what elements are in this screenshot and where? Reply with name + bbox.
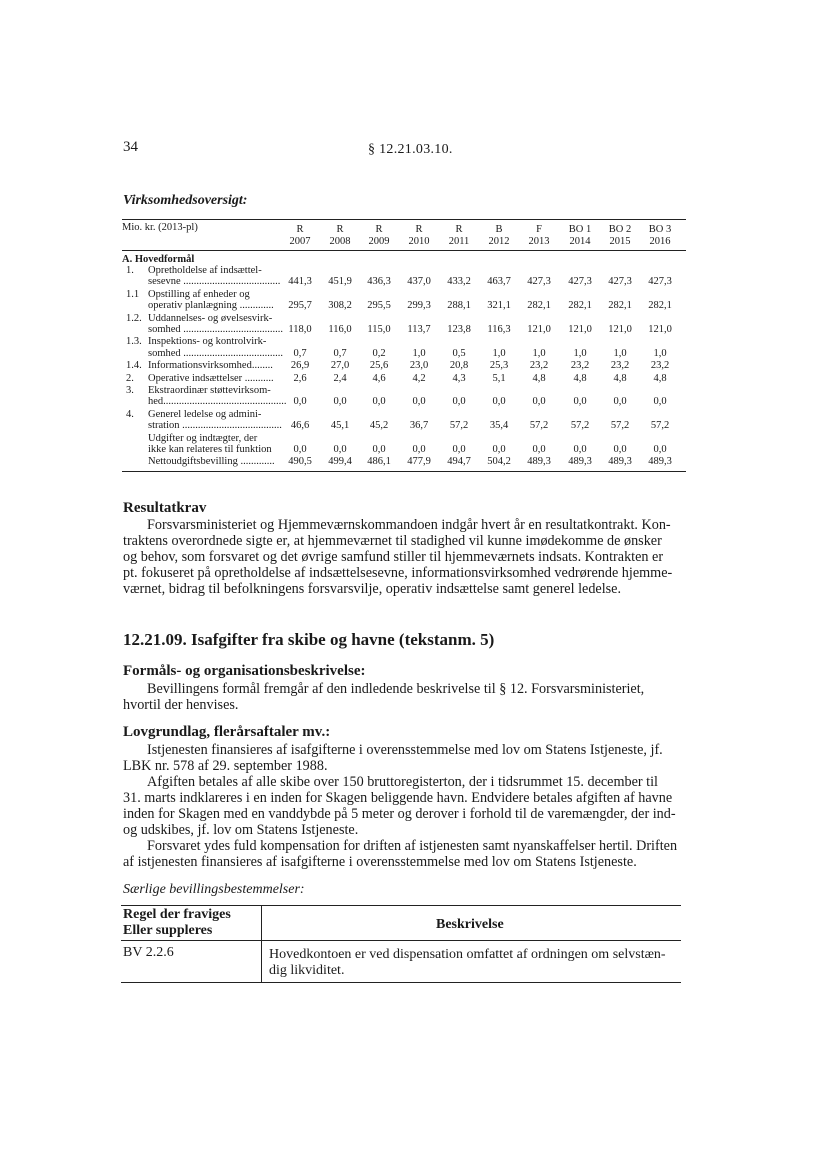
row-value: 25,6 [369, 360, 389, 372]
row-value: 321,1 [487, 300, 511, 312]
row-value: 489,3 [568, 456, 592, 468]
row-number: 1.3. [126, 336, 142, 348]
column-header-year: 2010 [408, 236, 430, 247]
virksomhed-title: Virksomhedsoversigt: [123, 193, 248, 208]
table-header-rule [122, 250, 686, 251]
table-row [122, 433, 686, 456]
row-value: 2,6 [293, 372, 307, 384]
text-line: værnet, bidrag til befolkningens forsvarsvilje, operativ indsættelse samt generel ledelse. [123, 581, 622, 597]
row-value: 27,0 [330, 360, 350, 372]
row-label: operativ planlægning ............. [148, 300, 274, 312]
isafgifter-heading: 12.21.09. Isafgifter fra skibe og havne (tekstanm. 5) [123, 630, 495, 649]
row-value: 57,2 [610, 420, 630, 432]
row-value: 0,0 [573, 443, 587, 455]
table-row [122, 456, 686, 467]
row-value: 282,1 [527, 300, 551, 312]
text-line: og udskibes, jf. lov om Statens Istjeneste. [123, 822, 359, 838]
regel-header [123, 907, 231, 939]
text-line: Afgiften betales af alle skibe over 150 bruttoregisterton, der i tidsrummet 15. december til [147, 774, 658, 790]
row-value: 494,7 [447, 456, 471, 468]
text-line: hvortil der henvises. [123, 697, 239, 713]
row-value: 1,0 [653, 347, 667, 359]
row-label: Ekstraordinær støttevirksom- [148, 385, 271, 396]
row-value: 5,1 [492, 372, 506, 384]
column-header-year: 2008 [329, 236, 351, 247]
row-value: 118,0 [288, 323, 312, 335]
row-value: 23,2 [529, 360, 549, 372]
text-line: Hovedkontoen er ved dispensation omfattet af ordningen om selvstæn- [269, 947, 666, 962]
column-header-year: 2012 [488, 236, 510, 247]
row-value: 57,2 [650, 420, 670, 432]
row-number: 2. [126, 372, 134, 384]
row-value: 35,4 [489, 420, 509, 432]
column-header-year: 2013 [528, 236, 550, 247]
row-value: 121,0 [527, 323, 551, 335]
table-bottom-rule [122, 471, 686, 472]
row-value: 441,3 [288, 276, 312, 288]
column-header-year: 2009 [368, 236, 390, 247]
row-label: Generel ledelse og admini- [148, 408, 262, 420]
row-value: 4,8 [653, 372, 667, 384]
row-value: 0,0 [293, 443, 307, 455]
row-value: 25,3 [489, 360, 509, 372]
table-row [122, 409, 686, 432]
table-row [122, 336, 686, 359]
row-value: 0,0 [293, 396, 307, 408]
row-value: 436,3 [367, 276, 391, 288]
row-value: 4,8 [532, 372, 546, 384]
row-label: Uddannelses- og øvelsesvirk- [148, 312, 273, 324]
row-value: 123,8 [447, 323, 471, 335]
formaal-paragraph [123, 681, 683, 713]
column-header [280, 224, 320, 248]
row-label: somhed ...................................... [148, 323, 284, 335]
row-value: 489,3 [608, 456, 632, 468]
column-header [439, 224, 479, 248]
text-line: Forsvaret ydes fuld kompensation for driften af istjenesten samt nyanskaffelser hertil. Driften [147, 838, 678, 854]
row-value: 23,2 [650, 360, 670, 372]
text-line: Istjenesten finansieres af isafgifterne i overensstemmelse med lov om Statens Istjeneste, jf. [147, 742, 663, 758]
row-value: 0,0 [532, 443, 546, 455]
row-value: 288,1 [447, 300, 471, 312]
regel-top-rule [121, 905, 681, 906]
row-value: 282,1 [608, 300, 632, 312]
row-value: 0,0 [412, 396, 426, 408]
row-value: 4,8 [613, 372, 627, 384]
section-header: § 12.21.03.10. [368, 142, 453, 157]
regel-value: BV 2.2.6 [123, 945, 174, 960]
column-header [560, 224, 600, 248]
row-value: 0,0 [532, 396, 546, 408]
row-value: 0,5 [452, 347, 466, 359]
row-value: 0,0 [573, 396, 587, 408]
row-number: 4. [126, 408, 134, 420]
row-value: 0,0 [452, 396, 466, 408]
row-value: 486,1 [367, 456, 391, 468]
column-header-type: BO 3 [648, 224, 672, 235]
resultatkrav-heading: Resultatkrav [123, 500, 207, 516]
row-value: 36,7 [409, 420, 429, 432]
row-value: 57,2 [570, 420, 590, 432]
row-value: 0,0 [492, 443, 506, 455]
row-value: 282,1 [648, 300, 672, 312]
row-value: 45,2 [369, 420, 389, 432]
row-value: 427,3 [608, 276, 632, 288]
row-value: 4,3 [452, 372, 466, 384]
row-value: 0,7 [333, 347, 347, 359]
row-value: 121,0 [568, 323, 592, 335]
column-header-year: 2016 [649, 236, 671, 247]
column-header-type: R [375, 224, 383, 235]
column-header-year: 2007 [289, 236, 311, 247]
table-row [122, 265, 686, 288]
row-number: 1.4. [126, 360, 142, 372]
column-header-year: 2014 [569, 236, 591, 247]
column-header-type: B [495, 224, 503, 235]
lovgrundlag-heading: Lovgrundlag, flerårsaftaler mv.: [123, 724, 331, 740]
row-number: 1.2. [126, 312, 142, 324]
row-value: 0,0 [333, 396, 347, 408]
row-value: 113,7 [407, 323, 431, 335]
table-row [122, 373, 686, 384]
regel-bottom-rule [121, 982, 681, 983]
text-line: af istjenesten finansieres af isafgifterne i overensstemmelse med lov om Statens Istjeneste. [123, 854, 637, 870]
row-value: 1,0 [492, 347, 506, 359]
column-header-type: F [536, 224, 542, 235]
text-line: 31. marts indklareres i en inden for Skagen beliggende havn. Endvidere betales afgiften af havne [123, 790, 673, 806]
row-value: 299,3 [407, 300, 431, 312]
row-value: 2,4 [333, 372, 347, 384]
row-value: 121,0 [648, 323, 672, 335]
column-header [519, 224, 559, 248]
row-value: 0,0 [333, 443, 347, 455]
column-header-type: R [455, 224, 463, 235]
row-number: 3. [126, 385, 134, 396]
table-row [122, 385, 686, 408]
row-value: 4,6 [372, 372, 386, 384]
row-label: Informationsvirksomhed........ [148, 360, 273, 372]
row-value: 0,2 [372, 347, 386, 359]
row-value: 427,3 [648, 276, 672, 288]
section-a-row [122, 254, 686, 265]
row-label: hed............................................... [148, 396, 287, 408]
column-header-type: R [336, 224, 344, 235]
row-value: 489,3 [648, 456, 672, 468]
text-line: dig likviditet. [269, 963, 345, 978]
row-value: 0,7 [293, 347, 307, 359]
regel-header-rule [121, 940, 681, 941]
column-header-year: 2015 [609, 236, 631, 247]
beskrivelse-value [269, 947, 679, 979]
row-value: 504,2 [487, 456, 511, 468]
row-value: 20,8 [449, 360, 469, 372]
row-label: stration ...................................... [148, 420, 282, 432]
row-value: 57,2 [529, 420, 549, 432]
row-value: 0,0 [653, 443, 667, 455]
row-label: sesevne ..................................... [148, 276, 281, 288]
column-header-type: R [415, 224, 423, 235]
row-value: 1,0 [412, 347, 426, 359]
column-header [479, 224, 519, 248]
row-label: ikke kan relateres til funktion [148, 443, 272, 455]
column-header-year: 2011 [448, 236, 470, 247]
text-line: LBK nr. 578 af 29. september 1988. [123, 758, 328, 774]
table-row [122, 313, 686, 336]
regel-header-line-2: Eller suppleres [123, 923, 213, 938]
row-value: 1,0 [613, 347, 627, 359]
row-value: 116,3 [487, 323, 511, 335]
row-label: Udgifter og indtægter, der [148, 432, 258, 444]
row-value: 23,0 [409, 360, 429, 372]
row-label: Inspektions- og kontrolvirk- [148, 336, 267, 348]
row-value: 0,0 [372, 396, 386, 408]
row-label: Opstilling af enheder og [148, 288, 250, 300]
column-header [320, 224, 360, 248]
column-header [399, 224, 439, 248]
column-header [640, 224, 680, 248]
column-header-type: R [296, 224, 304, 235]
saerlige-title: Særlige bevillingsbestemmelser: [123, 882, 305, 897]
column-header-type: BO 1 [568, 224, 592, 235]
row-value: 115,0 [367, 323, 391, 335]
row-value: 295,7 [288, 300, 312, 312]
row-value: 1,0 [573, 347, 587, 359]
row-value: 282,1 [568, 300, 592, 312]
row-number: 1.1 [126, 288, 140, 300]
formaal-heading: Formåls- og organisationsbeskrivelse: [123, 663, 366, 679]
regel-table [121, 905, 681, 983]
text-line: inden for Skagen med en vanddybde på 5 meter og derover i forhold til de varemængder, der ind- [123, 806, 676, 822]
row-value: 477,9 [407, 456, 431, 468]
page-number: 34 [123, 139, 138, 155]
row-label: Opretholdelse af indsættel- [148, 265, 262, 276]
text-line: traktens overordnede sigte er, at hjemmeværnet til stadighed vil kunne imødekomme de ønsker [123, 533, 662, 549]
text-line: Bevillingens formål fremgår af den indledende beskrivelse til § 12. Forsvarsministeriet, [147, 681, 645, 697]
row-value: 4,8 [573, 372, 587, 384]
row-value: 490,5 [288, 456, 312, 468]
regel-divider [261, 905, 262, 983]
row-value: 0,0 [452, 443, 466, 455]
row-value: 0,0 [372, 443, 386, 455]
row-value: 26,9 [290, 360, 310, 372]
column-header [600, 224, 640, 248]
row-value: 45,1 [330, 420, 350, 432]
table-row [122, 289, 686, 312]
row-value: 0,0 [653, 396, 667, 408]
table-top-rule [122, 219, 686, 220]
row-value: 121,0 [608, 323, 632, 335]
row-label: Nettoudgiftsbevilling ............. [148, 456, 275, 468]
section-a-label: A. Hovedformål [122, 254, 195, 265]
row-value: 463,7 [487, 276, 511, 288]
unit-label: Mio. kr. (2013-pl) [122, 222, 198, 233]
row-value: 427,3 [527, 276, 551, 288]
row-value: 437,0 [407, 276, 431, 288]
text-line: og behov, som forsvaret og det øvrige samfund stiller til hjemmeværnets indsats. Kontrakten er [123, 549, 664, 565]
row-value: 499,4 [328, 456, 352, 468]
row-value: 4,2 [412, 372, 426, 384]
beskrivelse-header: Beskrivelse [436, 917, 504, 932]
row-value: 0,0 [613, 443, 627, 455]
resultatkrav-paragraph [123, 517, 683, 597]
row-value: 433,2 [447, 276, 471, 288]
row-value: 1,0 [532, 347, 546, 359]
row-value: 308,2 [328, 300, 352, 312]
row-value: 57,2 [449, 420, 469, 432]
row-label: Operative indsættelser ........... [148, 372, 274, 384]
row-value: 0,0 [613, 396, 627, 408]
regel-header-line-1: Regel der fraviges [123, 907, 231, 922]
column-header [359, 224, 399, 248]
row-value: 427,3 [568, 276, 592, 288]
row-value: 23,2 [610, 360, 630, 372]
row-value: 116,0 [328, 323, 352, 335]
text-line: Forsvarsministeriet og Hjemmeværnskommandoen indgår hvert år en resultatkontrakt. Kon- [147, 517, 671, 533]
row-value: 0,0 [492, 396, 506, 408]
column-header-type: BO 2 [608, 224, 632, 235]
row-value: 23,2 [570, 360, 590, 372]
text-line: pt. fokuseret på opretholdelse af indsættelsesevne, informationsvirksomhed vedrørende hjemme- [123, 565, 673, 581]
row-number: 1. [126, 265, 134, 276]
lovgrundlag-paragraph [123, 742, 683, 870]
row-value: 0,0 [412, 443, 426, 455]
row-value: 451,9 [328, 276, 352, 288]
row-value: 295,5 [367, 300, 391, 312]
row-value: 46,6 [290, 420, 310, 432]
row-value: 489,3 [527, 456, 551, 468]
row-label: somhed ...................................... [148, 347, 284, 359]
table-row [122, 360, 686, 371]
